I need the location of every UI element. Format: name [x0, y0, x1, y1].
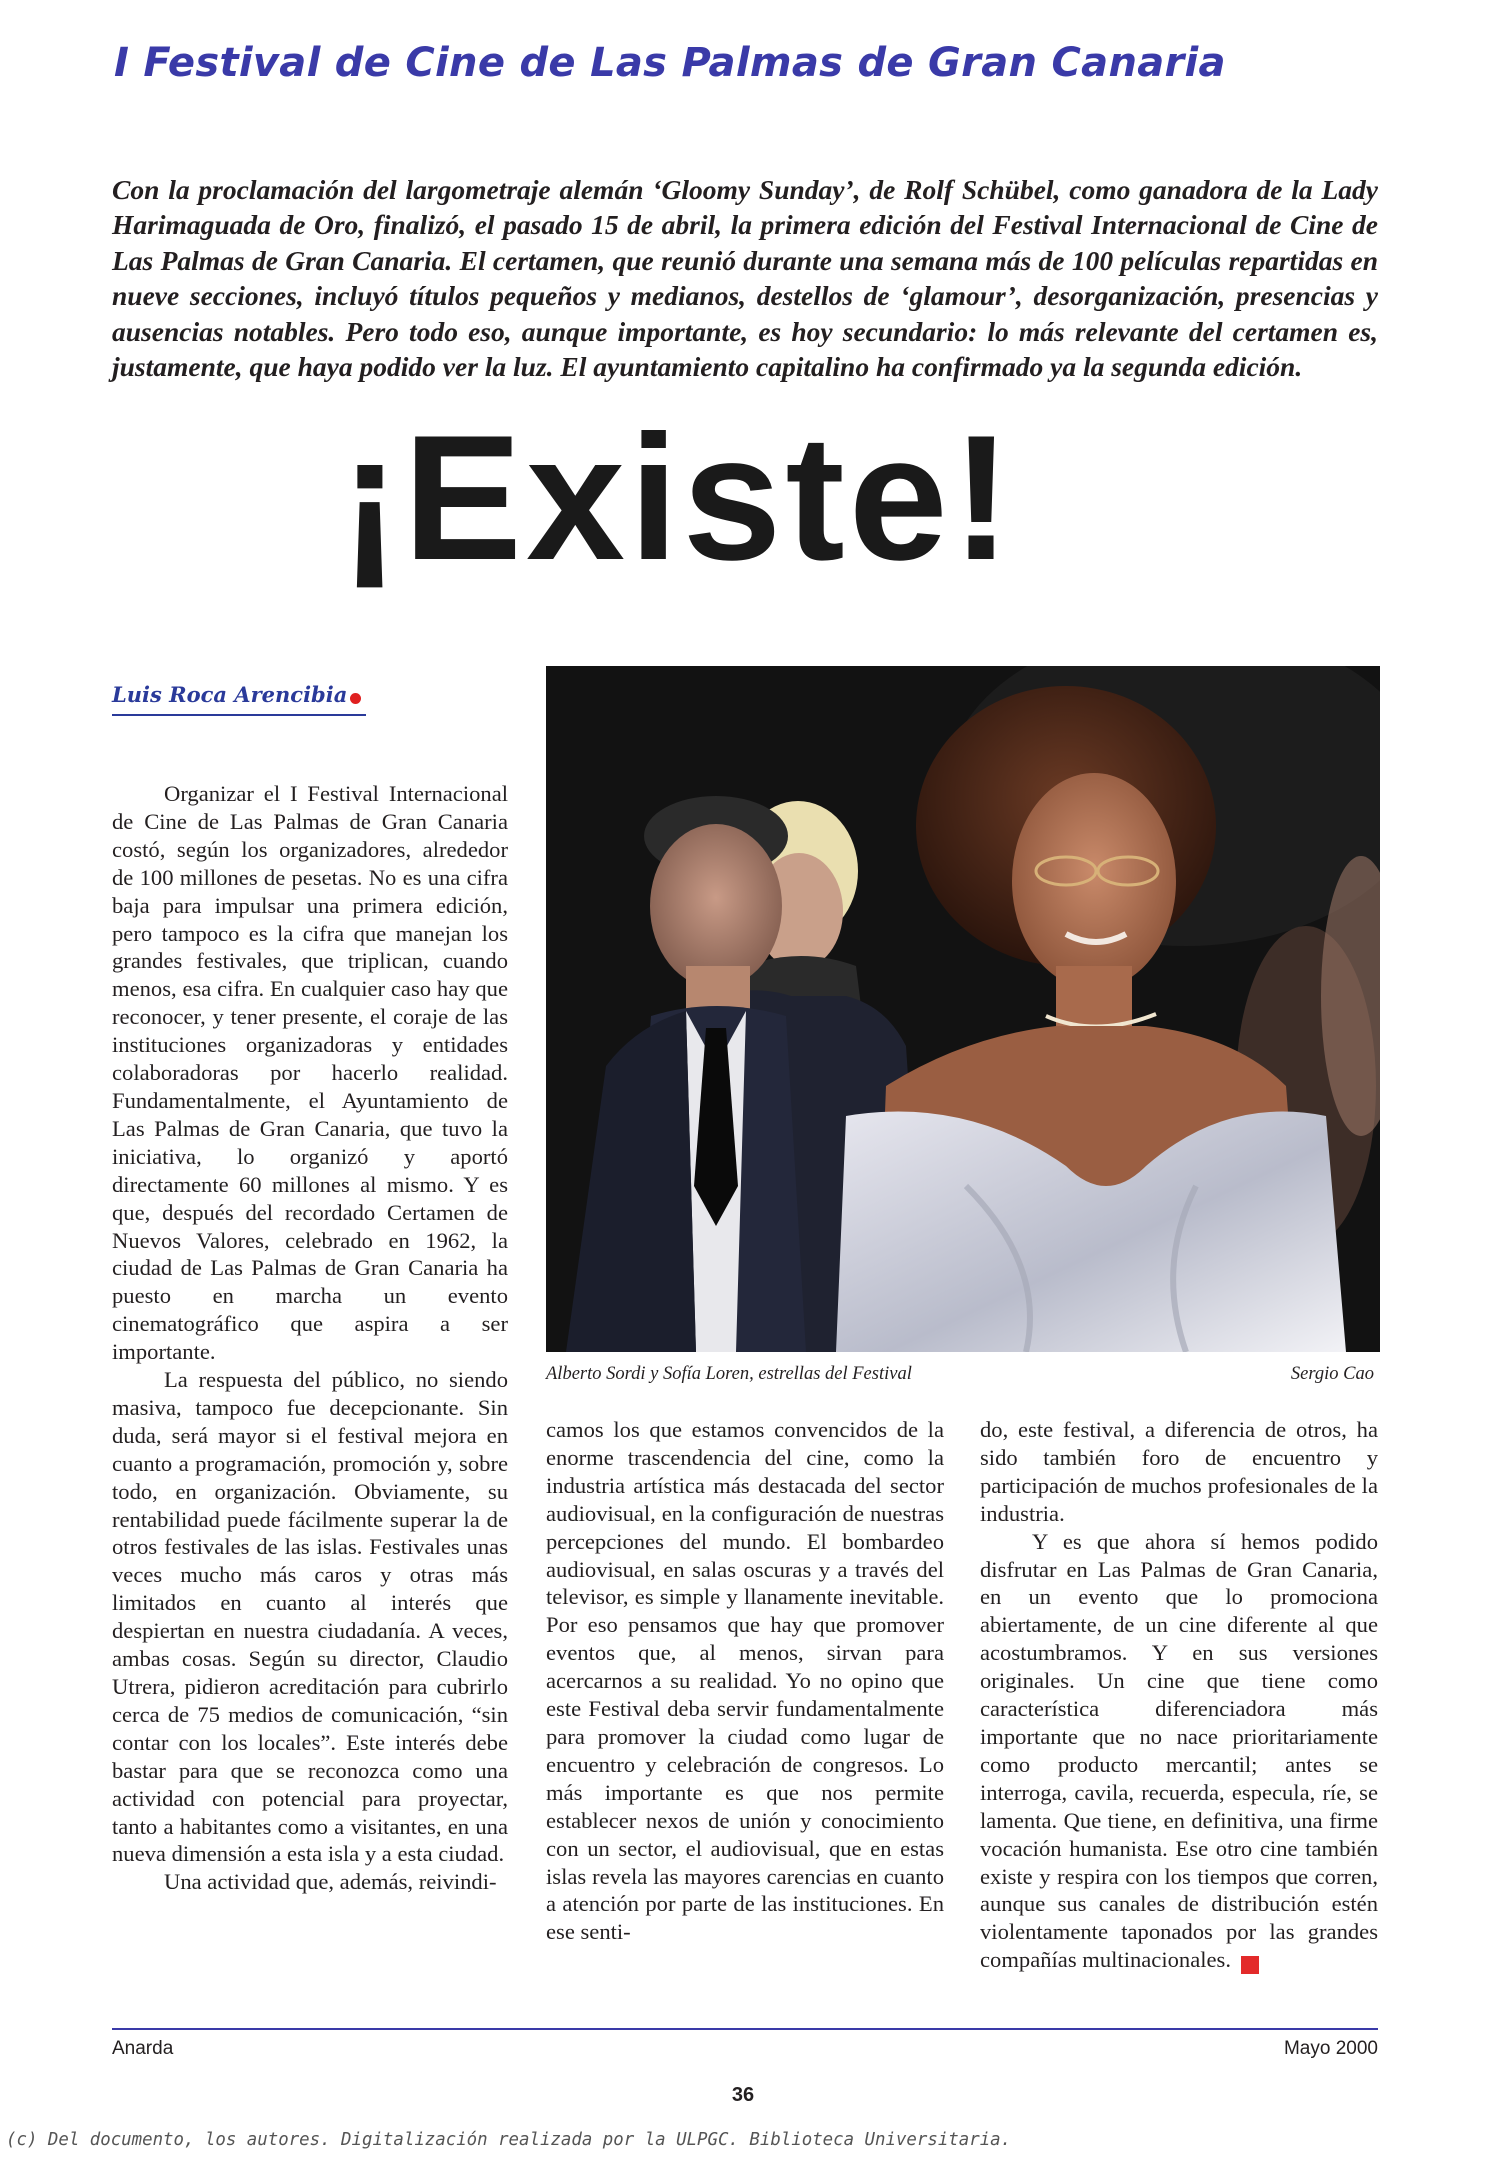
headline: ¡Existe! — [340, 398, 1015, 597]
photo-illustration — [546, 666, 1380, 1352]
photo-credit: Sergio Cao — [1290, 1364, 1374, 1384]
byline-logo-icon — [350, 693, 361, 704]
section-title: I Festival de Cine de Las Palmas de Gran Canaria — [114, 40, 1226, 86]
copyright-notice: (c) Del documento, los autores. Digitalización realizada por la ULPGC. Biblioteca Universitaria. — [6, 2130, 1012, 2150]
body-column-3 — [980, 1416, 1378, 1974]
body-paragraph: camos los que estamos convencidos de la enorme trascendencia del cine, como la industria artística más destacada del sector audiovisual, en la configuración de nuestras percepciones del mundo. El bombardeo audiovisual, en salas oscuras y a través del televisor, es simple y llanamente inevitable. Por eso pensamos que hay que promover eventos que, al menos, sirvan para acercarnos a su realidad. Yo no opino que este Festival deba servir fundamentalmente para promover la ciudad como lugar de encuentro y celebración de congresos. Lo más importante es que nos permite establecer nexos de unión y conocimiento con un sector, el audiovisual, que en estas islas revela las mayores carencias en cuanto a atención por parte de las instituciones. En ese senti- — [546, 1417, 944, 1945]
body-paragraph-last — [980, 1528, 1378, 1975]
end-of-article-icon: A — [1241, 1956, 1259, 1974]
author-byline: Luis Roca Arencibia — [112, 682, 348, 707]
lead-paragraph: Con la proclamación del largometraje alemán ‘Gloomy Sunday’, de Rolf Schübel, como ganadora de la Lady Harimaguada de Oro, finalizó, el pasado 15 de abril, la primera edición del Festival Internacional de Cine de Las Palmas de Gran Canaria. El certamen, que reunió durante una semana más de 100 películas repartidas en nueve secciones, incluyó títulos pequeños y medianos, destellos de ‘glamour’, desorganización, presencias y ausencias notables. Pero todo eso, aunque importante, es hoy secundario: lo más relevante del certamen es, justamente, que haya podido ver la luz. El ayuntamiento capitalino ha confirmado ya la segunda edición. — [112, 174, 1378, 383]
footer-publication: Anarda — [112, 2038, 174, 2059]
body-column-1 — [112, 780, 508, 1896]
body-paragraph: do, este festival, a diferencia de otros, ha sido también foro de encuentro y participación de muchos profesionales de la industria. — [980, 1417, 1378, 1526]
byline-underline — [112, 714, 366, 716]
page-number: 36 — [731, 2084, 755, 2106]
body-paragraph: La respuesta del público, no siendo masiva, tampoco fue decepcionante. Sin duda, será mayor si el festival mejora en cuanto a programación, promoción y, sobre todo, en organización. Obviamente, su rentabilidad puede fácilmente superar la de otros festivales de las islas. Festivales unas veces mucho más caros y otras más limitados en cuanto al interés que despiertan en nuestra ciudadanía. A veces, ambas cosas. Según su director, Claudio Utrera, pidieron acreditación para cubrirlo cerca de 75 medios de comunicación, “sin contar con los locales”. Este interés debe bastar para que se reconozca como una actividad con potencial para proyectar, tanto a habitantes como a visitantes, en una nueva dimensión a esta isla y a esta ciudad. — [112, 1367, 508, 1867]
body-paragraph-text: Y es que ahora sí hemos podido disfrutar en Las Palmas de Gran Canaria, en un evento que lo promociona abiertamente, de un cine diferente al que acostumbramos. Y en sus versiones originales. Un cine que tiene como característica diferenciadora más importante que no nace prioritariamente como producto mercantil; antes se interroga, cavila, recuerda, especula, ríe, se lamenta. Que tiene, en definitiva, una firme vocación humanista. Ese otro cine también existe y respira con los tiempos que corren, aunque sus canales de distribución estén violentamente taponados por las grandes compañías multinacionales. — [980, 1528, 1378, 1973]
body-column-2 — [546, 1416, 944, 1946]
photo-caption: Alberto Sordi y Sofía Loren, estrellas del Festival — [546, 1364, 912, 1384]
photo-caption-row — [546, 1364, 1380, 1390]
footer-date: Mayo 2000 — [1283, 2038, 1378, 2059]
body-paragraph: Una actividad que, además, reivindi- — [164, 1869, 497, 1895]
body-paragraph: Organizar el I Festival Internacional de Cine de Las Palmas de Gran Canaria costó, según los organizadores, alrededor de 100 millones de pesetas. No es una cifra baja para impulsar una primera edición, pero tampoco es la cifra que manejan los grandes festivales, que triplican, cuando menos, esa cifra. En cualquier caso hay que reconocer, y tener presente, el coraje de las instituciones organizadoras y entidades colaboradoras por hacerlo realidad. Fundamentalmente, el Ayuntamiento de Las Palmas de Gran Canaria, que tuvo la iniciativa, lo organizó y aportó directamente 60 millones al mismo. Y es que, después del recordado Certamen de Nuevos Valores, celebrado en 1962, la ciudad de Las Palmas de Gran Canaria ha puesto en marcha un evento cinematográfico que aspira a ser importante. — [112, 781, 508, 1365]
article-photo — [546, 666, 1380, 1352]
footer-rule — [112, 2028, 1378, 2030]
